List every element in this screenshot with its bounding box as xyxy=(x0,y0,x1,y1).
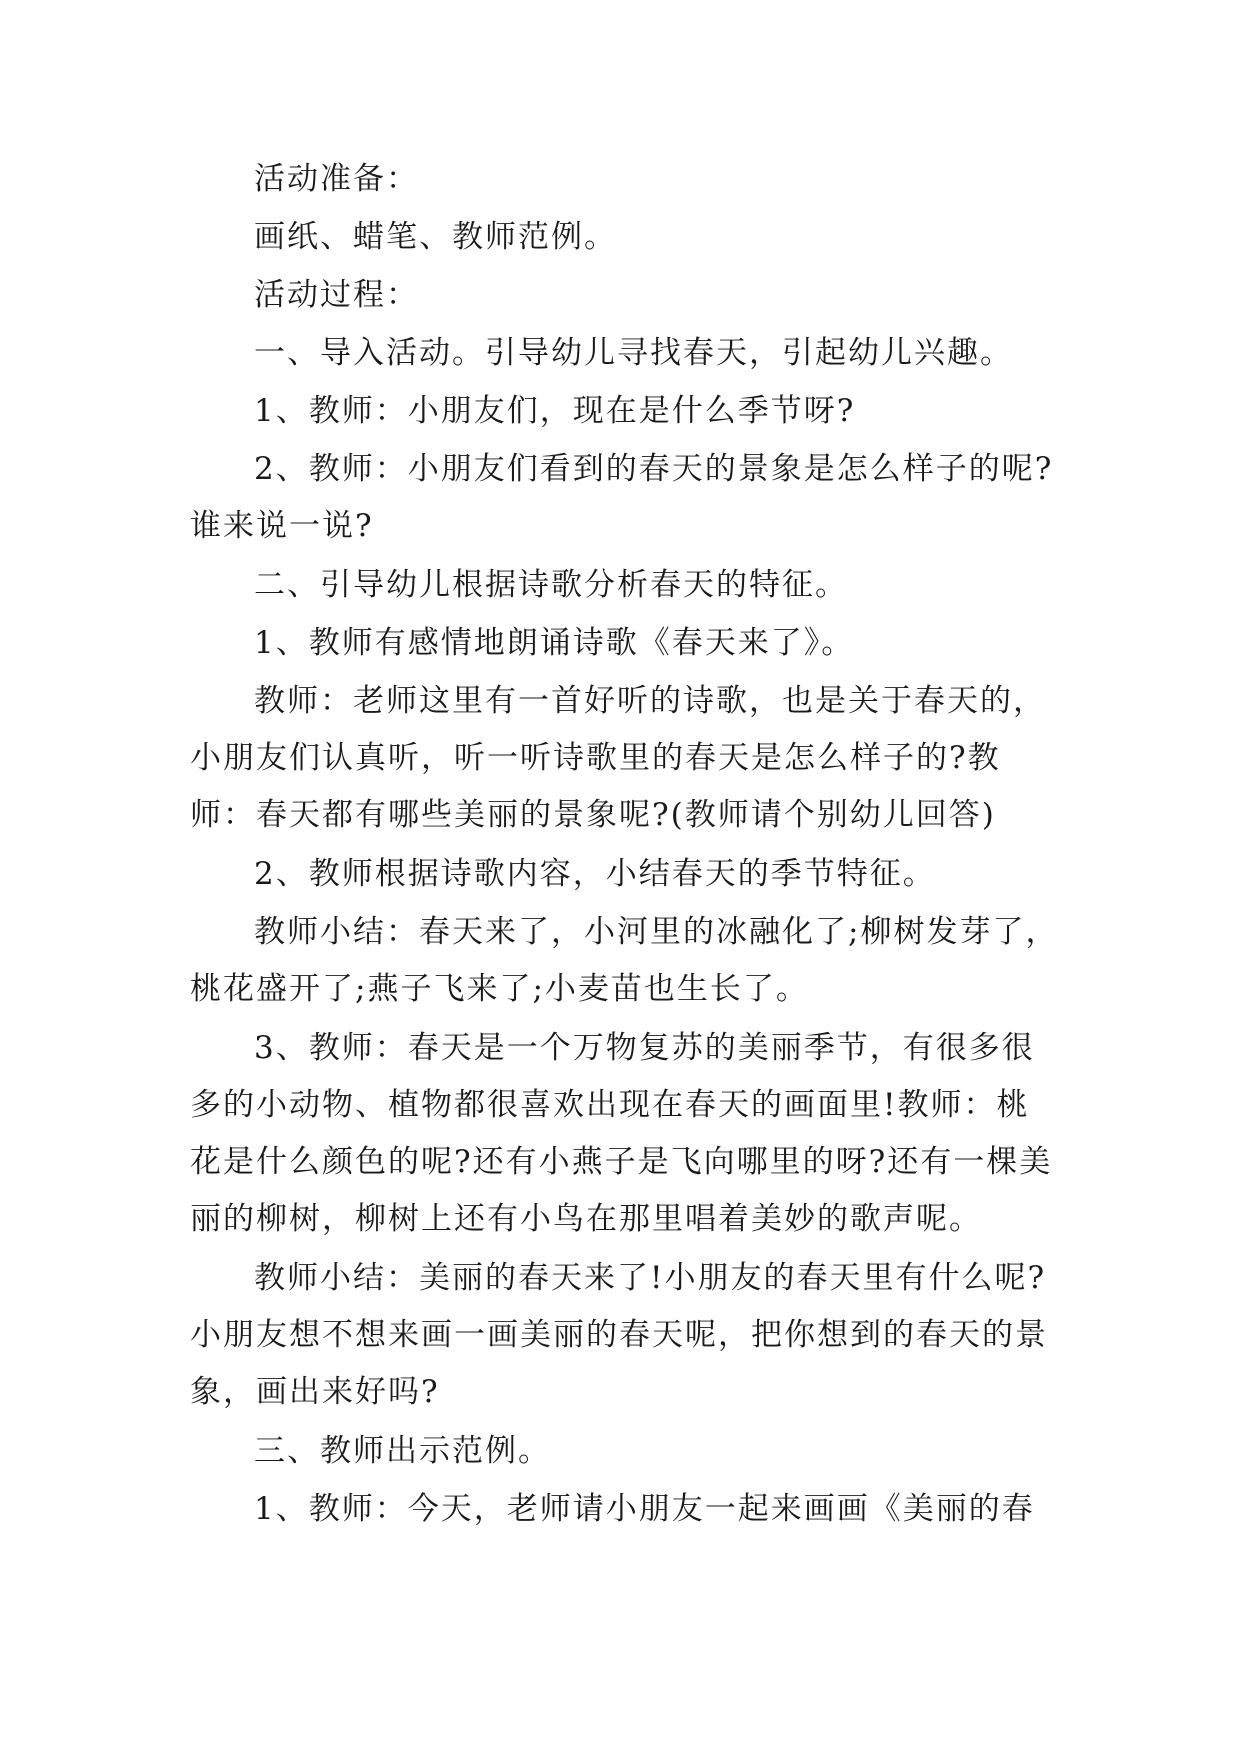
paragraph-item-3-1: 1、教师：今天，老师请小朋友一起来画画《美丽的春 xyxy=(254,1491,1035,1527)
paragraph-section-1: 一、导入活动。引导幼儿寻找春天，引起幼儿兴趣。 xyxy=(254,335,1013,371)
paragraph-item-2-3: 3、教师：春天是一个万物复苏的美丽季节，有很多很多的小动物、植物都很喜欢出现在春天的画面里!教师：桃花是什么颜色的呢?还有小燕子是飞向哪里的呀?还有一棵美丽的柳树，柳树上还有小鸟在那里唱着美妙的歌声呢。 xyxy=(190,1030,1053,1237)
paragraph-process-heading: 活动过程： xyxy=(254,277,419,313)
paragraph-item-1-1: 1、教师：小朋友们，现在是什么季节呀? xyxy=(254,393,856,429)
paragraph-section-3: 三、教师出示范例。 xyxy=(254,1433,551,1469)
paragraph-prep-heading: 活动准备： xyxy=(254,161,419,197)
paragraph-item-2-1: 1、教师有感情地朗诵诗歌《春天来了》。 xyxy=(254,625,855,661)
paragraph-prep-materials: 画纸、蜡笔、教师范例。 xyxy=(254,219,617,255)
paragraph-teacher-summary-1: 教师小结：春天来了，小河里的冰融化了;柳树发芽了，桃花盛开了;燕子飞来了;小麦苗也生长了。 xyxy=(190,914,1059,1007)
paragraph-teacher-poem: 教师：老师这里有一首好听的诗歌，也是关于春天的，小朋友们认真听，听一听诗歌里的春天是怎么样子的?教师：春天都有哪些美丽的景象呢?(教师请个别幼儿回答) xyxy=(190,683,1046,833)
document-body xyxy=(190,160,1060,1548)
paragraph-item-1-2: 2、教师：小朋友们看到的春天的景象是怎么样子的呢?谁来说一说? xyxy=(190,451,1054,544)
paragraph-teacher-summary-2: 教师小结：美丽的春天来了!小朋友的春天里有什么呢?小朋友想不想来画一画美丽的春天呢，把你想到的春天的景象，画出来好吗? xyxy=(190,1260,1048,1410)
paragraph-section-2: 二、引导幼儿根据诗歌分析春天的特征。 xyxy=(254,567,848,603)
paragraph-item-2-2: 2、教师根据诗歌内容，小结春天的季节特征。 xyxy=(254,856,936,892)
